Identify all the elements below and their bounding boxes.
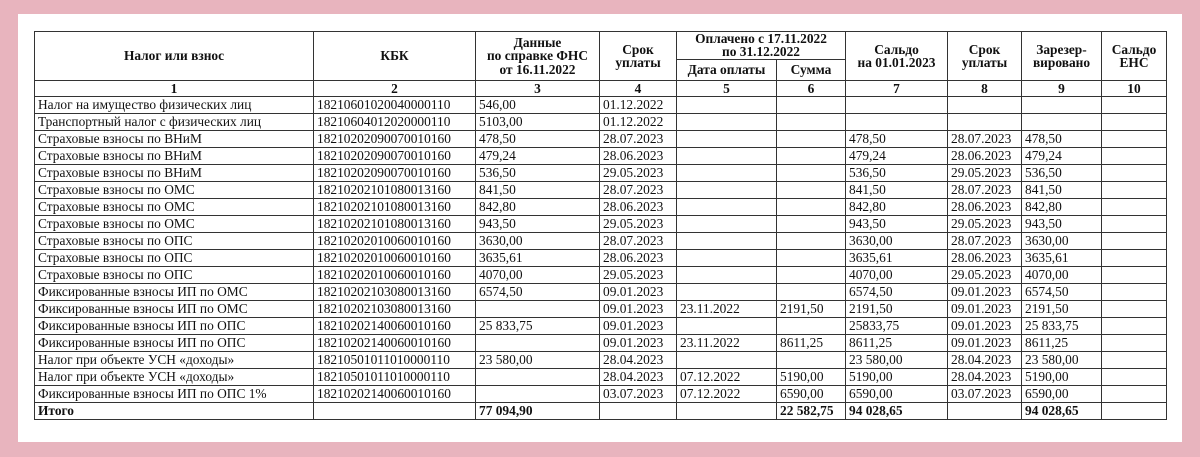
total-cell-kbk <box>314 402 476 419</box>
cell-ens <box>1102 266 1167 283</box>
cell-due2: 28.07.2023 <box>948 181 1022 198</box>
total-cell-saldo: 94 028,65 <box>846 402 948 419</box>
cell-kbk: 18210202101080013160 <box>314 215 476 232</box>
cell-name: Фиксированные взносы ИП по ОМС <box>35 300 314 317</box>
cell-kbk: 18210202103080013160 <box>314 300 476 317</box>
table-row <box>35 130 1167 147</box>
cell-fns <box>476 368 600 385</box>
cell-saldo: 943,50 <box>846 215 948 232</box>
column-number: 9 <box>1022 80 1102 96</box>
cell-ens <box>1102 113 1167 130</box>
cell-due2: 09.01.2023 <box>948 334 1022 351</box>
cell-kbk: 18210202010060010160 <box>314 232 476 249</box>
table-row <box>35 385 1167 402</box>
cell-fns: 6574,50 <box>476 283 600 300</box>
cell-reserved: 6590,00 <box>1022 385 1102 402</box>
cell-sum <box>777 283 846 300</box>
cell-kbk: 18210501011010000110 <box>314 351 476 368</box>
column-number: 3 <box>476 80 600 96</box>
cell-pay-date: 23.11.2022 <box>677 300 777 317</box>
header-ens-line2: ЕНС <box>1119 54 1149 70</box>
header-paid <box>677 32 846 60</box>
total-cell-pay-date <box>677 402 777 419</box>
cell-due2: 28.06.2023 <box>948 249 1022 266</box>
cell-fns: 479,24 <box>476 147 600 164</box>
cell-sum <box>777 266 846 283</box>
cell-due2: 28.07.2023 <box>948 232 1022 249</box>
cell-kbk: 18210604012020000110 <box>314 113 476 130</box>
cell-reserved: 3630,00 <box>1022 232 1102 249</box>
cell-sum <box>777 96 846 113</box>
cell-fns <box>476 300 600 317</box>
cell-pay-date: 23.11.2022 <box>677 334 777 351</box>
cell-name: Налог при объекте УСН «доходы» <box>35 368 314 385</box>
cell-sum: 5190,00 <box>777 368 846 385</box>
cell-reserved: 943,50 <box>1022 215 1102 232</box>
cell-kbk: 18210501011010000110 <box>314 368 476 385</box>
column-number: 2 <box>314 80 476 96</box>
cell-pay-date <box>677 130 777 147</box>
table-row <box>35 334 1167 351</box>
total-cell-fns: 77 094,90 <box>476 402 600 419</box>
table-row <box>35 215 1167 232</box>
cell-fns: 841,50 <box>476 181 600 198</box>
cell-sum <box>777 147 846 164</box>
cell-kbk: 18210202103080013160 <box>314 283 476 300</box>
cell-due: 28.06.2023 <box>600 147 677 164</box>
header-kbk: КБК <box>314 32 476 81</box>
cell-saldo <box>846 96 948 113</box>
cell-kbk: 18210202090070010160 <box>314 147 476 164</box>
cell-kbk: 18210202090070010160 <box>314 130 476 147</box>
header-saldo <box>846 32 948 81</box>
table-row <box>35 164 1167 181</box>
cell-sum <box>777 181 846 198</box>
cell-pay-date <box>677 198 777 215</box>
cell-ens <box>1102 368 1167 385</box>
header-due2 <box>948 32 1022 81</box>
header-fns-line3: от 16.11.2022 <box>499 61 576 77</box>
cell-kbk: 18210202090070010160 <box>314 164 476 181</box>
cell-due: 01.12.2022 <box>600 96 677 113</box>
cell-fns <box>476 334 600 351</box>
cell-due2: 29.05.2023 <box>948 215 1022 232</box>
cell-reserved: 2191,50 <box>1022 300 1102 317</box>
cell-pay-date: 07.12.2022 <box>677 368 777 385</box>
cell-name: Страховые взносы по ОМС <box>35 215 314 232</box>
cell-fns: 3635,61 <box>476 249 600 266</box>
cell-pay-date: 07.12.2022 <box>677 385 777 402</box>
header-pay-date: Дата оплаты <box>677 59 777 80</box>
cell-ens <box>1102 164 1167 181</box>
cell-name: Фиксированные взносы ИП по ОМС <box>35 283 314 300</box>
cell-fns: 546,00 <box>476 96 600 113</box>
cell-fns: 25 833,75 <box>476 317 600 334</box>
cell-due: 29.05.2023 <box>600 164 677 181</box>
cell-due: 09.01.2023 <box>600 317 677 334</box>
table-row <box>35 283 1167 300</box>
cell-ens <box>1102 181 1167 198</box>
cell-ens <box>1102 147 1167 164</box>
cell-due2: 28.06.2023 <box>948 198 1022 215</box>
header-saldo-line1: Сальдо <box>874 41 919 57</box>
cell-sum <box>777 198 846 215</box>
cell-sum <box>777 215 846 232</box>
cell-kbk: 18210202140060010160 <box>314 385 476 402</box>
cell-ens <box>1102 334 1167 351</box>
cell-name: Страховые взносы по ОПС <box>35 249 314 266</box>
table-body <box>35 96 1167 419</box>
cell-name: Фиксированные взносы ИП по ОПС <box>35 334 314 351</box>
cell-due: 28.07.2023 <box>600 181 677 198</box>
cell-saldo: 4070,00 <box>846 266 948 283</box>
cell-due2 <box>948 113 1022 130</box>
cell-reserved <box>1022 113 1102 130</box>
cell-kbk: 18210202010060010160 <box>314 249 476 266</box>
cell-due: 29.05.2023 <box>600 266 677 283</box>
cell-due2 <box>948 96 1022 113</box>
cell-pay-date <box>677 96 777 113</box>
cell-reserved: 23 580,00 <box>1022 351 1102 368</box>
table-row <box>35 249 1167 266</box>
cell-ens <box>1102 215 1167 232</box>
header-paid-line2: по 31.12.2022 <box>721 44 801 60</box>
cell-ens <box>1102 96 1167 113</box>
cell-saldo: 536,50 <box>846 164 948 181</box>
cell-pay-date <box>677 147 777 164</box>
cell-saldo: 842,80 <box>846 198 948 215</box>
header-fns-line2: по справке ФНС <box>486 48 589 64</box>
header-fns-line1: Данные <box>513 34 562 50</box>
cell-name: Страховые взносы по ВНиМ <box>35 164 314 181</box>
cell-due: 29.05.2023 <box>600 215 677 232</box>
tax-table <box>34 31 1167 420</box>
header-saldo-line2: на 01.01.2023 <box>857 54 936 70</box>
total-cell-due <box>600 402 677 419</box>
cell-saldo <box>846 113 948 130</box>
cell-due2: 28.06.2023 <box>948 147 1022 164</box>
header-due2-line1: Срок <box>968 41 1001 57</box>
cell-fns: 943,50 <box>476 215 600 232</box>
cell-reserved: 8611,25 <box>1022 334 1102 351</box>
header-due-line2: уплаты <box>615 54 661 70</box>
cell-due: 28.04.2023 <box>600 368 677 385</box>
cell-sum: 2191,50 <box>777 300 846 317</box>
cell-name: Фиксированные взносы ИП по ОПС 1% <box>35 385 314 402</box>
cell-pay-date <box>677 232 777 249</box>
cell-ens <box>1102 351 1167 368</box>
cell-fns <box>476 385 600 402</box>
cell-due: 09.01.2023 <box>600 300 677 317</box>
column-number-row <box>35 80 1167 96</box>
cell-kbk: 18210202140060010160 <box>314 334 476 351</box>
column-number: 5 <box>677 80 777 96</box>
cell-saldo: 2191,50 <box>846 300 948 317</box>
header-ens-line1: Сальдо <box>1111 41 1157 57</box>
table-row <box>35 266 1167 283</box>
cell-due: 28.06.2023 <box>600 249 677 266</box>
cell-ens <box>1102 232 1167 249</box>
header-reserved <box>1022 32 1102 81</box>
total-row <box>35 402 1167 419</box>
cell-reserved: 841,50 <box>1022 181 1102 198</box>
cell-sum <box>777 317 846 334</box>
cell-saldo: 3635,61 <box>846 249 948 266</box>
cell-saldo: 3630,00 <box>846 232 948 249</box>
cell-due: 03.07.2023 <box>600 385 677 402</box>
cell-reserved: 3635,61 <box>1022 249 1102 266</box>
column-number: 8 <box>948 80 1022 96</box>
cell-due2: 03.07.2023 <box>948 385 1022 402</box>
cell-reserved: 6574,50 <box>1022 283 1102 300</box>
cell-due2: 29.05.2023 <box>948 164 1022 181</box>
total-cell-sum: 22 582,75 <box>777 402 846 419</box>
header-row <box>35 32 1167 60</box>
cell-name: Страховые взносы по ОМС <box>35 198 314 215</box>
cell-sum: 6590,00 <box>777 385 846 402</box>
cell-fns: 536,50 <box>476 164 600 181</box>
table-row <box>35 232 1167 249</box>
header-sum: Сумма <box>777 59 846 80</box>
cell-saldo: 23 580,00 <box>846 351 948 368</box>
cell-saldo: 478,50 <box>846 130 948 147</box>
cell-due: 28.06.2023 <box>600 198 677 215</box>
cell-saldo: 8611,25 <box>846 334 948 351</box>
cell-reserved: 478,50 <box>1022 130 1102 147</box>
cell-name: Страховые взносы по ОПС <box>35 232 314 249</box>
cell-fns: 478,50 <box>476 130 600 147</box>
header-fns <box>476 32 600 81</box>
cell-sum: 8611,25 <box>777 334 846 351</box>
cell-fns: 3630,00 <box>476 232 600 249</box>
cell-due2: 28.04.2023 <box>948 351 1022 368</box>
cell-name: Страховые взносы по ВНиМ <box>35 130 314 147</box>
cell-due2: 28.04.2023 <box>948 368 1022 385</box>
cell-saldo: 6574,50 <box>846 283 948 300</box>
header-reserved-line1: Зарезер- <box>1036 41 1087 57</box>
cell-saldo: 25833,75 <box>846 317 948 334</box>
cell-name: Налог при объекте УСН «доходы» <box>35 351 314 368</box>
cell-due2: 28.07.2023 <box>948 130 1022 147</box>
cell-kbk: 18210601020040000110 <box>314 96 476 113</box>
cell-saldo: 5190,00 <box>846 368 948 385</box>
document-card <box>18 14 1182 442</box>
table-row <box>35 317 1167 334</box>
cell-sum <box>777 164 846 181</box>
cell-ens <box>1102 198 1167 215</box>
cell-due: 01.12.2022 <box>600 113 677 130</box>
header-ens <box>1102 32 1167 81</box>
cell-fns: 23 580,00 <box>476 351 600 368</box>
cell-reserved: 842,80 <box>1022 198 1102 215</box>
cell-sum <box>777 351 846 368</box>
cell-fns: 5103,00 <box>476 113 600 130</box>
column-number: 7 <box>846 80 948 96</box>
cell-fns: 4070,00 <box>476 266 600 283</box>
header-due-line1: Срок <box>622 41 654 57</box>
cell-pay-date <box>677 181 777 198</box>
cell-sum <box>777 130 846 147</box>
cell-reserved: 4070,00 <box>1022 266 1102 283</box>
cell-ens <box>1102 130 1167 147</box>
header-due <box>600 32 677 81</box>
cell-reserved: 536,50 <box>1022 164 1102 181</box>
cell-ens <box>1102 249 1167 266</box>
cell-name: Страховые взносы по ОПС <box>35 266 314 283</box>
cell-pay-date <box>677 249 777 266</box>
cell-due2: 09.01.2023 <box>948 300 1022 317</box>
total-cell-reserved: 94 028,65 <box>1022 402 1102 419</box>
table-row <box>35 368 1167 385</box>
header-due2-line2: уплаты <box>961 54 1008 70</box>
cell-fns: 842,80 <box>476 198 600 215</box>
cell-pay-date <box>677 317 777 334</box>
table-row <box>35 147 1167 164</box>
cell-kbk: 18210202010060010160 <box>314 266 476 283</box>
cell-due: 28.07.2023 <box>600 232 677 249</box>
cell-sum <box>777 232 846 249</box>
table-row <box>35 300 1167 317</box>
table-row <box>35 113 1167 130</box>
total-cell-ens <box>1102 402 1167 419</box>
cell-due: 28.04.2023 <box>600 351 677 368</box>
cell-reserved <box>1022 96 1102 113</box>
table-row <box>35 96 1167 113</box>
cell-due2: 09.01.2023 <box>948 317 1022 334</box>
cell-pay-date <box>677 113 777 130</box>
cell-pay-date <box>677 164 777 181</box>
cell-name: Фиксированные взносы ИП по ОПС <box>35 317 314 334</box>
cell-kbk: 18210202101080013160 <box>314 181 476 198</box>
total-cell-due2 <box>948 402 1022 419</box>
cell-kbk: 18210202101080013160 <box>314 198 476 215</box>
cell-saldo: 841,50 <box>846 181 948 198</box>
cell-due: 28.07.2023 <box>600 130 677 147</box>
column-number: 1 <box>35 80 314 96</box>
cell-ens <box>1102 300 1167 317</box>
header-name: Налог или взнос <box>35 32 314 81</box>
column-number: 4 <box>600 80 677 96</box>
cell-saldo: 479,24 <box>846 147 948 164</box>
column-number: 10 <box>1102 80 1167 96</box>
cell-ens <box>1102 317 1167 334</box>
cell-kbk: 18210202140060010160 <box>314 317 476 334</box>
cell-sum <box>777 113 846 130</box>
total-cell-name: Итого <box>35 402 314 419</box>
cell-reserved: 25 833,75 <box>1022 317 1102 334</box>
cell-name: Страховые взносы по ВНиМ <box>35 147 314 164</box>
cell-due: 09.01.2023 <box>600 283 677 300</box>
header-paid-line1: Оплачено с 17.11.2022 <box>695 31 827 46</box>
cell-ens <box>1102 283 1167 300</box>
cell-pay-date <box>677 215 777 232</box>
column-number: 6 <box>777 80 846 96</box>
cell-name: Страховые взносы по ОМС <box>35 181 314 198</box>
cell-saldo: 6590,00 <box>846 385 948 402</box>
cell-pay-date <box>677 283 777 300</box>
table-row <box>35 181 1167 198</box>
cell-due2: 09.01.2023 <box>948 283 1022 300</box>
cell-due2: 29.05.2023 <box>948 266 1022 283</box>
cell-name: Транспортный налог с физических лиц <box>35 113 314 130</box>
cell-pay-date <box>677 266 777 283</box>
cell-pay-date <box>677 351 777 368</box>
header-reserved-line2: вировано <box>1032 54 1091 70</box>
table-row <box>35 198 1167 215</box>
table-row <box>35 351 1167 368</box>
cell-sum <box>777 249 846 266</box>
cell-name: Налог на имущество физических лиц <box>35 96 314 113</box>
cell-due: 09.01.2023 <box>600 334 677 351</box>
cell-reserved: 479,24 <box>1022 147 1102 164</box>
cell-ens <box>1102 385 1167 402</box>
cell-reserved: 5190,00 <box>1022 368 1102 385</box>
